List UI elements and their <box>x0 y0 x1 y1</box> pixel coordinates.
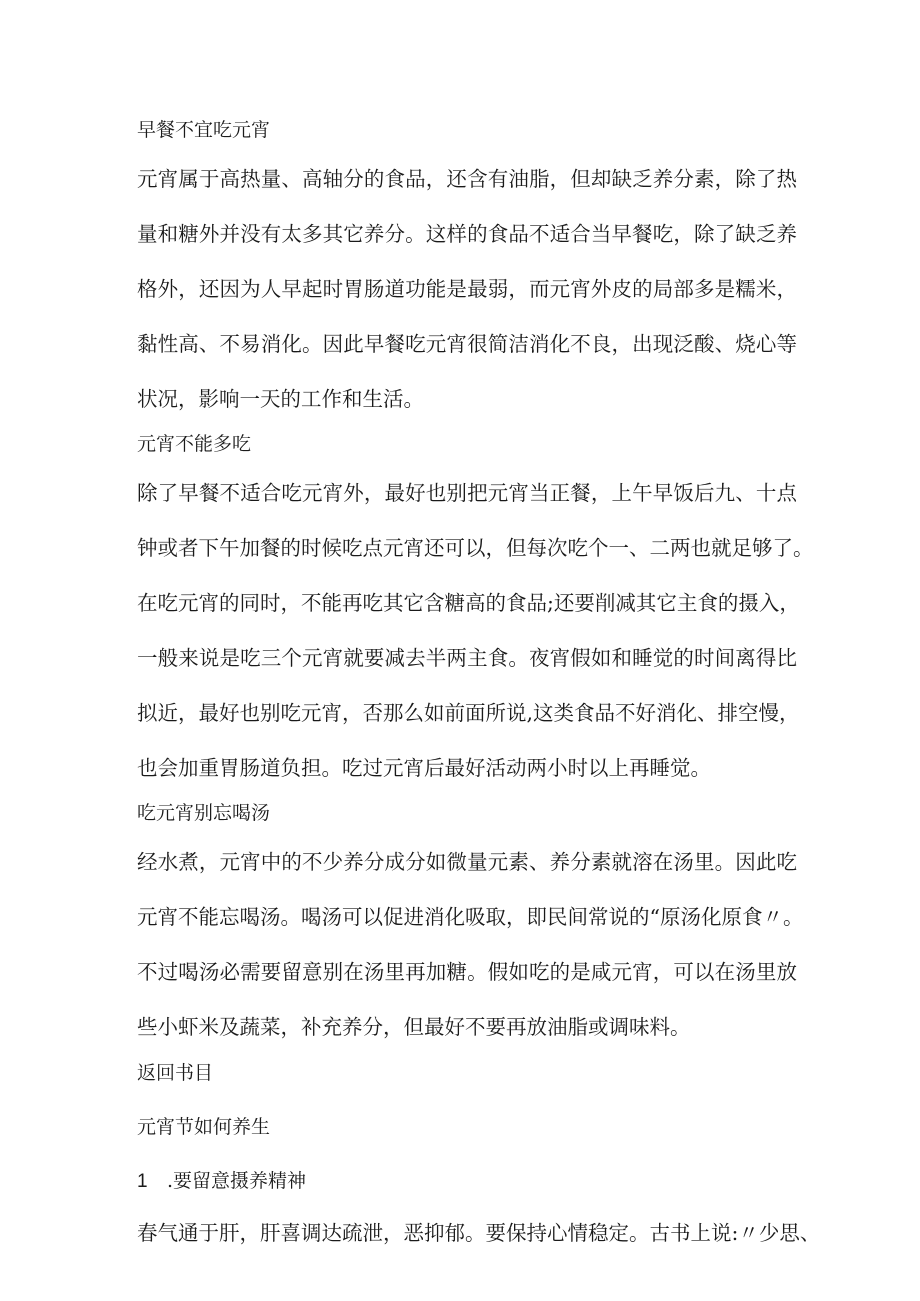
paragraph-line: 元宵属于高热量、高轴分的食品，还含有油脂，但却缺乏养分素，除了热 <box>137 167 797 191</box>
paragraph-line: 一般来说是吃三个元宵就要减去半两主食。夜宵假如和睡觉的时间离得比 <box>137 646 797 670</box>
item-label: .要留意摄养精神 <box>167 1170 307 1192</box>
section-heading-not-too-much: 元宵不能多吃 <box>137 433 252 455</box>
paragraph-line: 春气通于肝，肝喜调达疏泄，恶抑郁。要保持心情稳定。古书上说:〃少思、 <box>137 1221 821 1245</box>
section-title-lantern-health: 元宵节如何养生 <box>137 1116 271 1138</box>
paragraph-breakfast <box>137 161 797 417</box>
paragraph-line: 在吃元宵的同时，不能再吃其它含糖高的食品;还要削减其它主食的摄入， <box>137 591 800 615</box>
paragraph-line: 不过喝汤必需要留意别在汤里再加糖。假如吃的是咸元宵，可以在汤里放 <box>137 960 797 984</box>
paragraph-line: 钟或者下午加餐的时候吃点元宵还可以，但每次吃个一、二两也就足够了。 <box>137 536 814 560</box>
paragraph-spring <box>137 1215 821 1251</box>
paragraph-line: 经水煮，元宵中的不少养分成分如微量元素、养分素就溶在汤里。因此吃 <box>137 850 797 874</box>
numbered-item-spirit <box>137 1163 797 1200</box>
paragraph-soup <box>137 844 804 1045</box>
paragraph-line: 除了早餐不适合吃元宵外，最好也别把元宵当正餐，上午早饭后九、十点 <box>137 481 797 505</box>
document-page <box>137 112 821 1251</box>
paragraph-line: 格外，还因为人早起时胃肠道功能是最弱，而元宵外皮的局部多是糯米， <box>137 277 797 301</box>
back-to-contents-link[interactable]: 返回书目 <box>137 1062 214 1084</box>
paragraph-line: 也会加重胃肠道负担。吃过元宵后最好活动两小时以上再睡觉。 <box>137 756 711 780</box>
paragraph-line: 拟近，最好也别吃元宵，否那么如前面所说,这类食品不好消化、排空慢， <box>137 701 800 725</box>
section-heading-breakfast: 早餐不宜吃元宵 <box>137 119 271 141</box>
paragraph-line: 些小虾米及蔬菜，补充养分，但最好不要再放油脂或调味料。 <box>137 1015 691 1039</box>
paragraph-not-too-much <box>137 475 814 786</box>
paragraph-line: 元宵不能忘喝汤。喝汤可以促进消化吸取，即民间常说的“原汤化原食〃。 <box>137 905 804 929</box>
paragraph-line: 黏性高、不易消化。因此早餐吃元宵很简洁消化不良，出现泛酸、烧心等 <box>137 332 797 356</box>
section-heading-soup: 吃元宵别忘喝汤 <box>137 802 271 824</box>
paragraph-line: 量和糖外并没有太多其它养分。这样的食品不适合当早餐吃，除了缺乏养 <box>137 222 797 246</box>
item-number: 1 <box>137 1171 148 1192</box>
paragraph-line: 状况，影响一天的工作和生活。 <box>137 387 424 411</box>
